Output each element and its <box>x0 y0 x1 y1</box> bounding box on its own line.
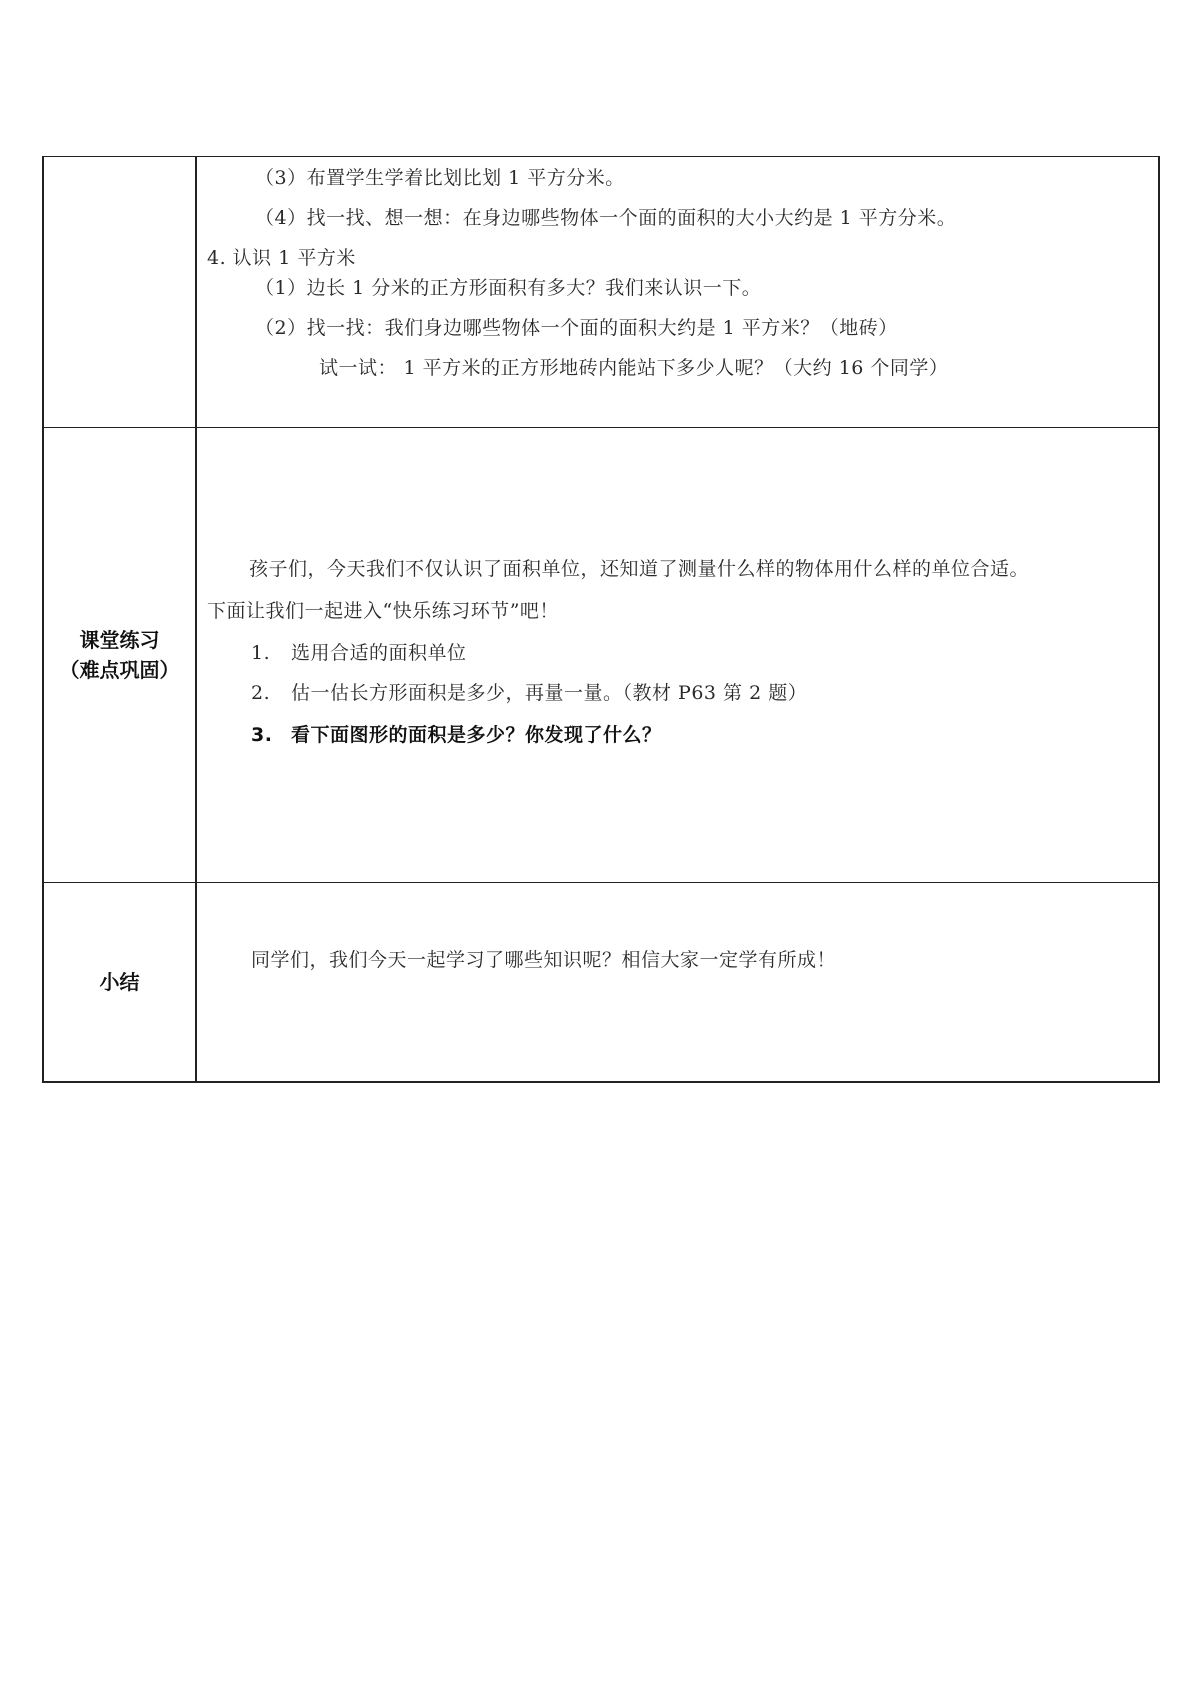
row-label-cell <box>44 157 197 427</box>
list-item-text: 看下面图形的面积是多少？你发现了什么？ <box>291 724 662 746</box>
content-line: （2）找一找：我们身边哪些物体一个面的面积大约是 1 平方米？（地砖） <box>255 317 898 339</box>
table-row-summary <box>44 883 1158 1081</box>
content-line: 试一试： 1 平方米的正方形地砖内能站下多少人呢？（大约 16 个同学） <box>319 357 949 379</box>
table-row-practice <box>44 428 1158 883</box>
list-item-number: 3. <box>251 724 273 746</box>
content-line: （3）布置学生学着比划比划 1 平方分米。 <box>255 167 625 189</box>
list-item <box>251 638 467 665</box>
list-item-text: 选用合适的面积单位 <box>291 642 467 664</box>
summary-text: 同学们，我们今天一起学习了哪些知识呢？相信大家一定学有所成！ <box>251 949 837 971</box>
list-item-number: 2. <box>251 682 271 704</box>
list-item <box>251 678 807 705</box>
row-content-cell <box>197 428 1158 882</box>
intro-text: 孩子们，今天我们不仅认识了面积单位，还知道了测量什么样的物体用什么样的单位合适。 <box>249 558 1030 580</box>
row-label-cell <box>44 428 197 882</box>
content-line: （4）找一找、想一想：在身边哪些物体一个面的面积的大小大约是 1 平方分米。 <box>255 207 957 229</box>
row-content-cell <box>197 883 1158 1081</box>
table-row-teaching-process <box>44 157 1158 428</box>
content-line: （1）边长 1 分米的正方形面积有多大？我们来认识一下。 <box>255 277 762 299</box>
list-item-text: 估一估长方形面积是多少，再量一量。（教材 P63 第 2 题） <box>291 682 808 704</box>
row-label: 小结 <box>99 970 140 994</box>
section-heading: 4. 认识 1 平方米 <box>207 247 356 269</box>
row-content-cell <box>197 157 1158 427</box>
lesson-plan-table <box>42 156 1160 1083</box>
list-item-number: 1. <box>251 642 271 664</box>
row-label-sub: （难点巩固） <box>59 658 180 682</box>
row-label: 课堂练习 <box>79 628 160 652</box>
list-item <box>251 720 662 747</box>
intro-text: 下面让我们一起进入“快乐练习环节”吧！ <box>207 600 559 622</box>
row-label-cell <box>44 883 197 1081</box>
